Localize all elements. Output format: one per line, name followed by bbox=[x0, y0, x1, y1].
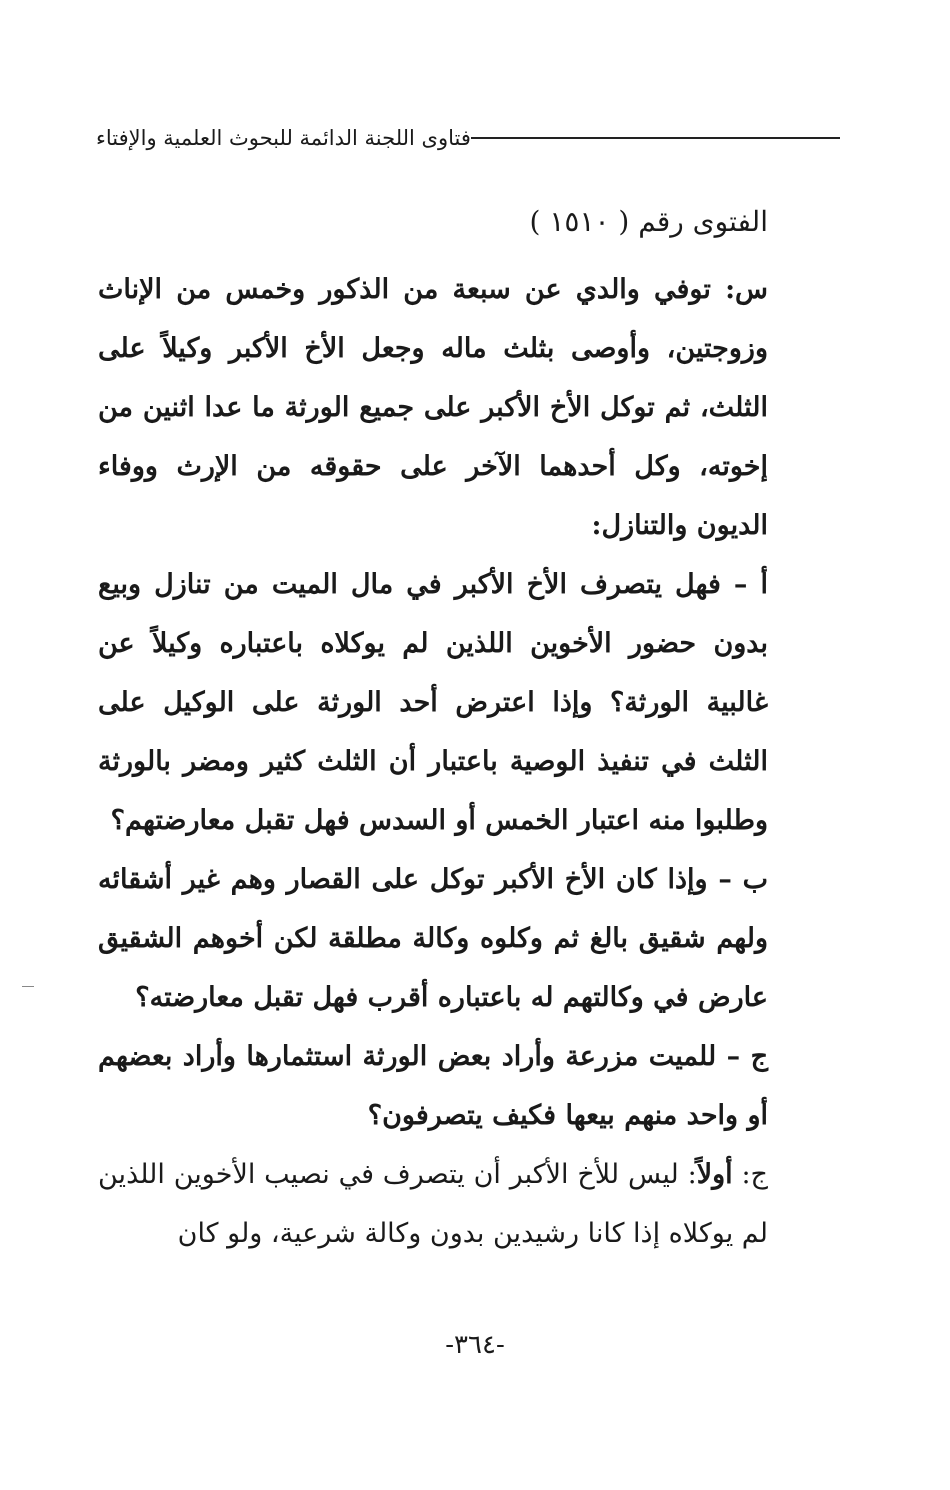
question-part-b: ب – وإذا كان الأخ الأكبر توكل على القصار وهم غير أشقائه ولهم شقيق بالغ ثم وكلوه وكالة مطلقة لكن أخوهم الشقيق عارض في وكالتهم له باعتباره أقرب فهل تقبل معارضته؟ bbox=[98, 864, 768, 1013]
answer-lead: أولاً bbox=[696, 1159, 733, 1190]
answer-text: : ليس للأخ الأكبر أن يتصرف في نصيب الأخوين اللذين لم يوكلاه إذا كانا رشيدين بدون وكالة شرعية، ولو كان bbox=[98, 1159, 768, 1249]
answer-paragraph bbox=[98, 1145, 768, 1263]
fatwa-number: الفتوى رقم ( ١٥١٠ ) bbox=[529, 205, 768, 238]
main-content bbox=[98, 196, 768, 1263]
running-header bbox=[96, 118, 850, 158]
question-part-a: أ – فهل يتصرف الأخ الأكبر في مال الميت من تنازل وبيع بدون حضور الأخوين اللذين لم يوكلاه باعتباره وكيلاً عن غالبية الورثة؟ وإذا اعترض أحد الورثة على الوكيل على الثلث في تنفيذ الوصية باعتبار أن الثلث كثير ومضر بالورثة وطلبوا منه اعتبار الخمس أو السدس فهل تقبل معارضتهم؟ bbox=[98, 569, 768, 836]
question-part-c: ج – للميت مزرعة وأراد بعض الورثة استثمارها وأراد بعضهم أو واحد منهم بيعها فكيف يتصرفون؟ bbox=[98, 1041, 768, 1131]
question-intro: س: توفي والدي عن سبعة من الذكور وخمس من الإناث وزوجتين، وأوصى بثلث ماله وجعل الأخ الأكبر وكيلاً على الثلث، ثم توكل الأخ الأكبر على جميع الورثة ما عدا اثنين من إخوته، وكل أحدهما الآخر على حقوقه من الإرث ووفاء الديون والتنازل: bbox=[98, 274, 768, 541]
header-title: فتاوى اللجنة الدائمة للبحوث العلمية والإفتاء bbox=[96, 126, 471, 150]
answer-prefix: ج: bbox=[732, 1159, 768, 1190]
header-rule bbox=[471, 137, 840, 139]
margin-mark bbox=[22, 986, 34, 987]
page-number: -٣٦٤- bbox=[445, 1330, 505, 1360]
